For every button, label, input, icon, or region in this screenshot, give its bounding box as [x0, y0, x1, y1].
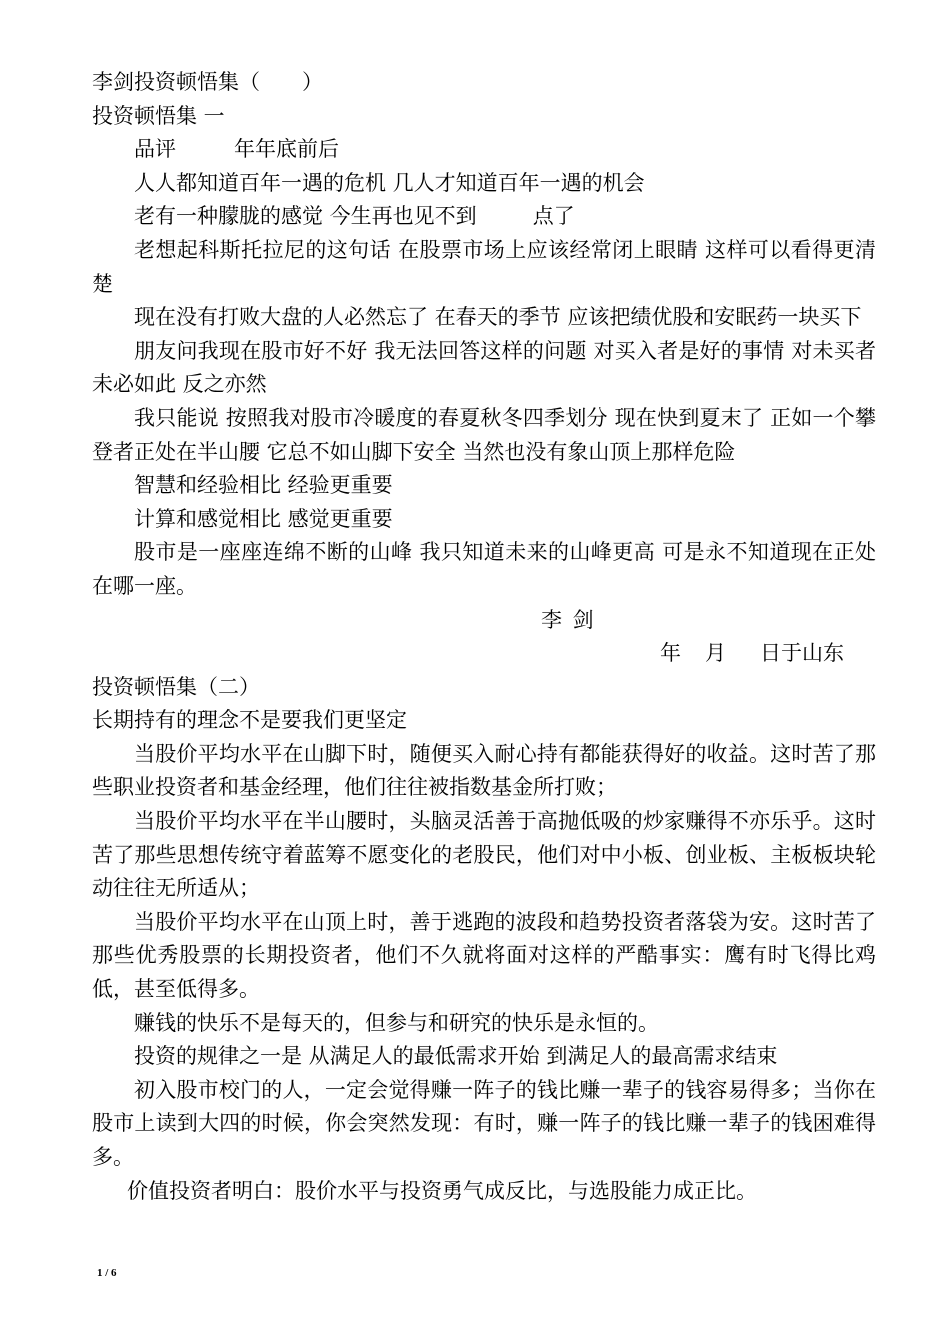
paragraph: 当股价平均水平在半山腰时，头脑灵活善于高抛低吸的炒家赚得不亦乐乎。这时苦了那些思想传统守着蓝筹不愿变化的老股民，他们对中小板、创业板、主板板块轮动往往无所适从； [92, 809, 876, 901]
paragraph: 智慧和经验相比 经验更重要 [134, 473, 393, 498]
paragraph-part-a: 老有一种朦胧的感觉 今生再也见不到 [134, 204, 477, 229]
paragraph: 人人都知道百年一遇的危机 几人才知道百年一遇的机会 [134, 170, 645, 195]
document-page [92, 66, 876, 1208]
paragraph: 价值投资者明白：股价水平与投资勇气成反比，与选股能力成正比。 [127, 1178, 757, 1203]
paragraph: 初入股市校门的人，一定会觉得赚一阵子的钱比赚一辈子的钱容易得多；当你在股市上读到大四的时候，你会突然发现：有时，赚一阵子的钱比赚一辈子的钱困难得多。 [92, 1077, 876, 1169]
paragraph: 现在没有打败大盘的人必然忘了 在春天的季节 应该把绩优股和安眠药一块买下 [134, 305, 862, 330]
signature-date [92, 637, 876, 671]
paragraph: 赚钱的快乐不是每天的，但参与和研究的快乐是永恒的。 [134, 1010, 659, 1035]
date-month-label: 月 [705, 641, 726, 666]
page-number: 1 / 6 [97, 1267, 117, 1279]
paragraph: 投资的规律之一是 从满足人的最低需求开始 到满足人的最高需求结束 [134, 1044, 778, 1069]
paragraph: 朋友问我现在股市好不好 我无法回答这样的问题 对买入者是好的事情 对未买者未必如此 反之亦然 [92, 338, 876, 397]
date-year-label: 年 [660, 641, 681, 666]
date-day-label: 日于山东 [760, 641, 844, 666]
subtitle-part-a: 品评 [134, 137, 176, 162]
section1-subtitle [92, 133, 876, 167]
paragraph: 我只能说 按照我对股市冷暖度的春夏秋冬四季划分 现在快到夏末了 正如一个攀登者正处在半山腰 它总不如山脚下安全 当然也没有象山顶上那样危险 [92, 405, 876, 464]
paragraph: 股市是一座座连绵不断的山峰 我只知道未来的山峰更高 可是永不知道现在正处在哪一座。 [92, 540, 876, 598]
section2-heading: 投资顿悟集（二） [92, 674, 260, 699]
author-signature: 李 剑 [541, 607, 596, 632]
paragraph: 计算和感觉相比 感觉更重要 [134, 506, 393, 531]
subtitle-part-b: 年年底前后 [234, 137, 339, 162]
section2-subheading: 长期持有的理念不是要我们更坚定 [92, 708, 407, 733]
paragraph: 当股价平均水平在山顶上时，善于逃跑的波段和趋势投资者落袋为安。这时苦了那些优秀股票的长期投资者，他们不久就将面对这样的严酷事实：鹰有时飞得比鸡低，甚至低得多。 [92, 909, 876, 1002]
paragraph-part-b: 点了 [532, 204, 575, 229]
paragraph: 老想起科斯托拉尼的这句话 在股票市场上应该经常闭上眼睛 这样可以看得更清楚 [92, 237, 876, 296]
paragraph: 当股价平均水平在山脚下时，随便买入耐心持有都能获得好的收益。这时苦了那些职业投资者和基金经理，他们往往被指数基金所打败； [92, 741, 876, 800]
doc-title: 李剑投资顿悟集（ ） [92, 70, 323, 94]
paragraph [92, 200, 876, 234]
section1-heading: 投资顿悟集 一 [92, 103, 225, 128]
